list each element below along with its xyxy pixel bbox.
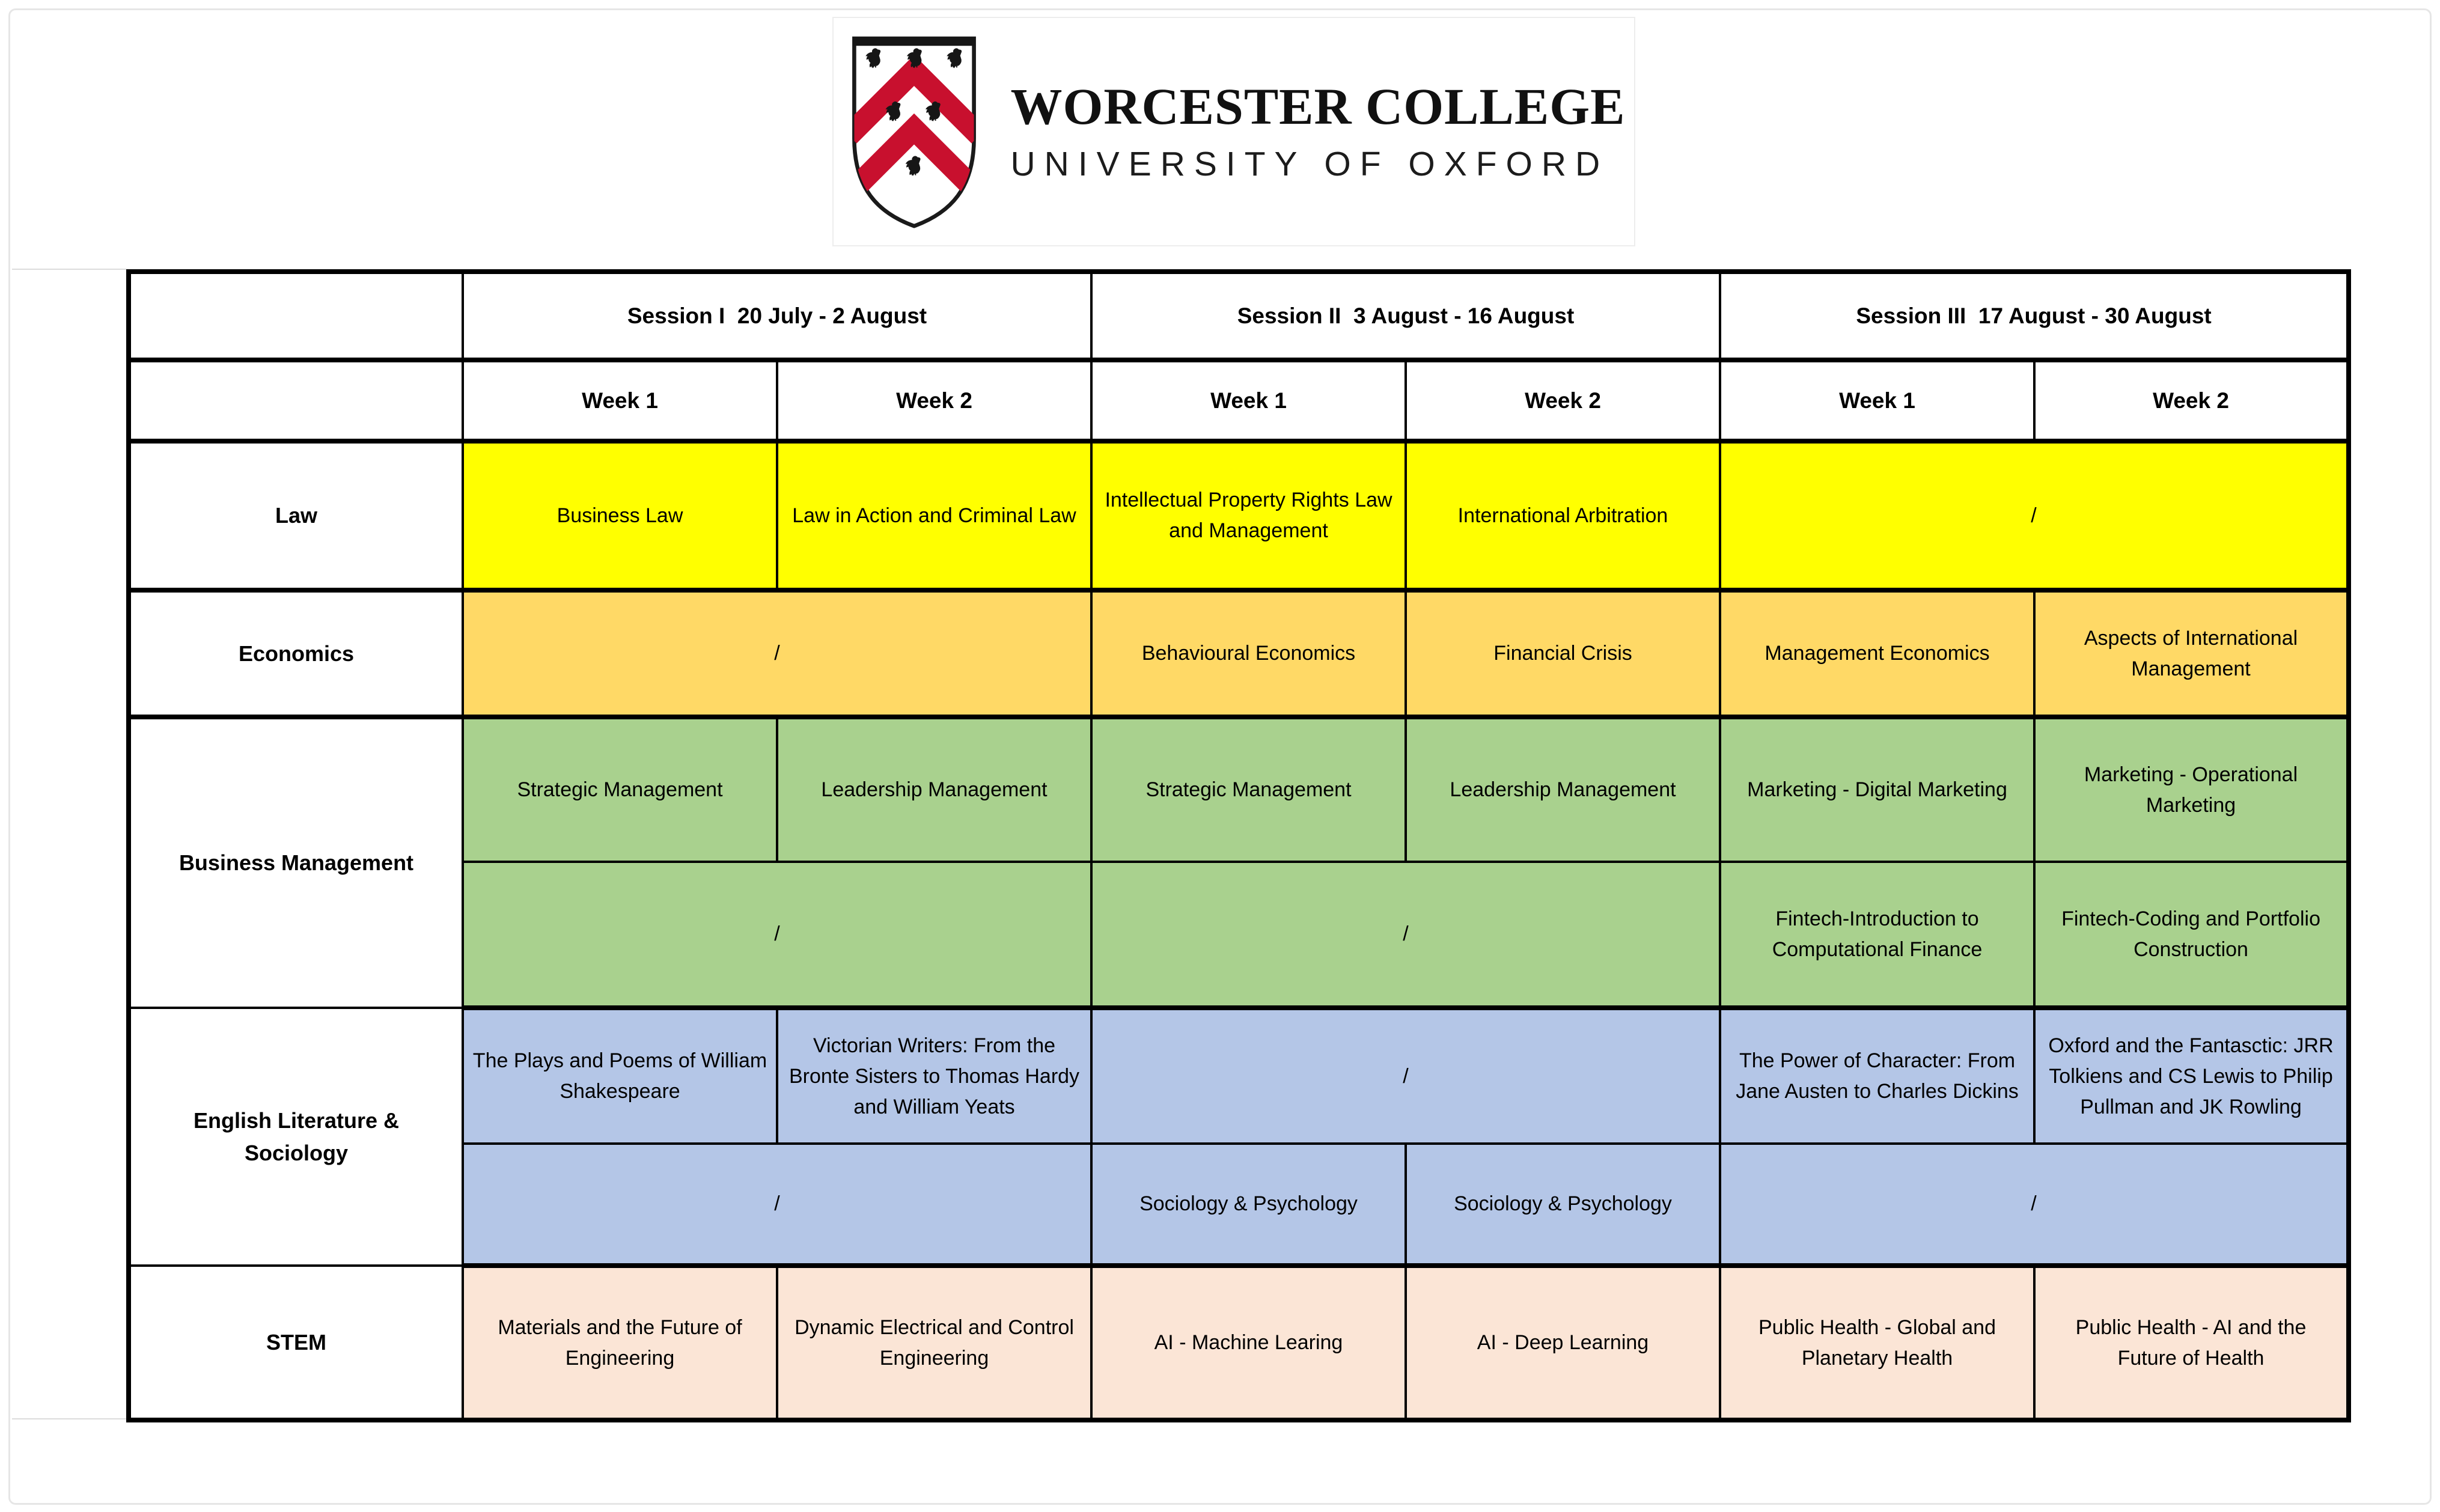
- course-cell: Oxford and the Fantasctic: JRR Tolkiens and CS Lewis to Philip Pullman and JK Rowling: [2034, 1008, 2349, 1144]
- table-row-law: [129, 441, 2349, 590]
- session-header-cell: Session II 3 August - 16 August: [1091, 272, 1720, 360]
- course-cell: The Power of Character: From Jane Austen to Charles Dickins: [1720, 1008, 2034, 1144]
- category-cell: Economics: [129, 590, 463, 717]
- course-cell: /: [1091, 1008, 1720, 1144]
- course-cell: Fintech-Coding and Portfolio Construction: [2034, 862, 2349, 1008]
- course-cell: /: [1720, 441, 2349, 590]
- course-cell: International Arbitration: [1406, 441, 1720, 590]
- course-cell: Materials and the Future of Engineering: [463, 1266, 777, 1420]
- category-cell: STEM: [129, 1266, 463, 1420]
- category-cell: Business Management: [129, 717, 463, 1008]
- course-cell: Public Health - AI and the Future of Health: [2034, 1266, 2349, 1420]
- week-header-cell: Week 1: [1720, 360, 2034, 441]
- college-name: WORCESTER COLLEGE: [1010, 77, 1626, 135]
- table-row-business-1: [129, 717, 2349, 862]
- course-cell: Law in Action and Criminal Law: [777, 441, 1091, 590]
- course-cell: Fintech-Introduction to Computational Finance: [1720, 862, 2034, 1008]
- course-cell: The Plays and Poems of William Shakespeare: [463, 1008, 777, 1144]
- session-header-cell: Session I 20 July - 2 August: [463, 272, 1091, 360]
- course-cell: /: [463, 862, 1091, 1008]
- course-cell: Dynamic Electrical and Control Engineering: [777, 1266, 1091, 1420]
- course-cell: /: [1720, 1144, 2349, 1266]
- course-cell: /: [463, 1144, 1091, 1266]
- gridline-stub: [12, 269, 126, 270]
- schedule-table: [126, 269, 2351, 1422]
- course-cell: Management Economics: [1720, 590, 2034, 717]
- week-header-cell: Week 1: [1091, 360, 1406, 441]
- week-header-cell: Week 2: [777, 360, 1091, 441]
- course-cell: Sociology & Psychology: [1406, 1144, 1720, 1266]
- session-header-row: [129, 272, 2349, 360]
- university-name: UNIVERSITY OF OXFORD: [1010, 145, 1609, 184]
- gridline-stub: [12, 1418, 126, 1419]
- session-header-cell: Session III 17 August - 30 August: [1720, 272, 2349, 360]
- course-cell: Marketing - Digital Marketing: [1720, 717, 2034, 862]
- course-cell: /: [1091, 862, 1720, 1008]
- table-row-economics: [129, 590, 2349, 717]
- course-cell: Marketing - Operational Marketing: [2034, 717, 2349, 862]
- course-cell: /: [463, 590, 1091, 717]
- logo-header: [832, 17, 1635, 246]
- week-header-cell: Week 2: [1406, 360, 1720, 441]
- course-cell: Strategic Management: [463, 717, 777, 862]
- college-shield-icon: [843, 32, 986, 231]
- course-cell: Leadership Management: [777, 717, 1091, 862]
- course-cell: Public Health - Global and Planetary Health: [1720, 1266, 2034, 1420]
- week-header-cell: Week 1: [463, 360, 777, 441]
- course-cell: AI - Machine Learing: [1091, 1266, 1406, 1420]
- course-cell: Aspects of International Management: [2034, 590, 2349, 717]
- course-cell: Leadership Management: [1406, 717, 1720, 862]
- course-cell: Sociology & Psychology: [1091, 1144, 1406, 1266]
- empty-corner-cell: [129, 272, 463, 360]
- table-row-literature-1: [129, 1008, 2349, 1144]
- course-cell: Intellectual Property Rights Law and Management: [1091, 441, 1406, 590]
- week-header-row: [129, 360, 2349, 441]
- table-row-stem: [129, 1266, 2349, 1420]
- course-cell: Strategic Management: [1091, 717, 1406, 862]
- empty-corner-cell: [129, 360, 463, 441]
- course-cell: Business Law: [463, 441, 777, 590]
- course-cell: Behavioural Economics: [1091, 590, 1406, 717]
- logo-wordmark: [1011, 79, 1626, 184]
- shield-chief-bar: [853, 37, 975, 46]
- week-header-cell: Week 2: [2034, 360, 2349, 441]
- category-cell: Law: [129, 441, 463, 590]
- course-cell: Financial Crisis: [1406, 590, 1720, 717]
- category-cell: English Literature & Sociology: [129, 1008, 463, 1266]
- course-cell: AI - Deep Learning: [1406, 1266, 1720, 1420]
- course-cell: Victorian Writers: From the Bronte Sisters to Thomas Hardy and William Yeats: [777, 1008, 1091, 1144]
